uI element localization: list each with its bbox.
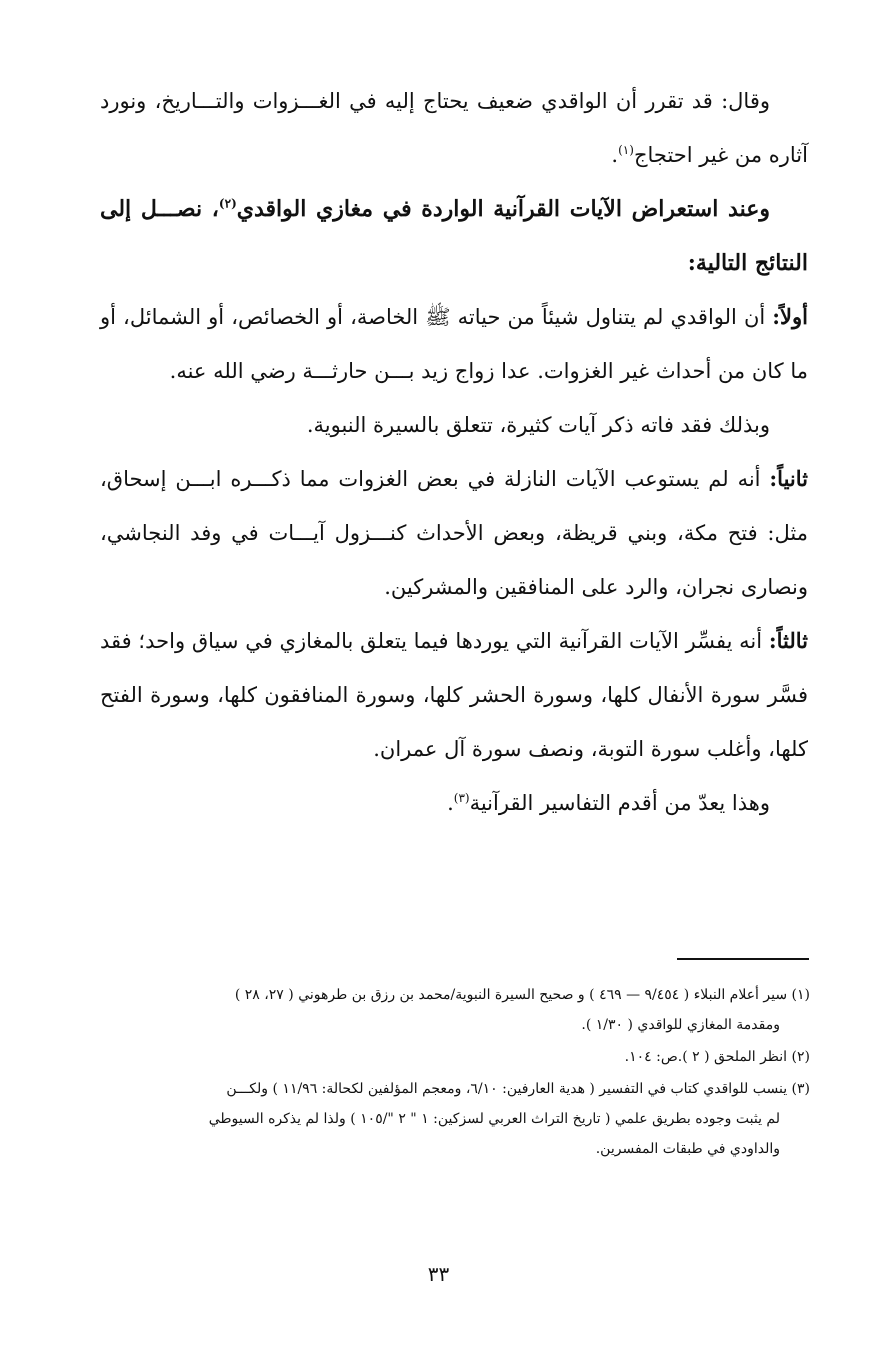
section-intro: وعند استعراض الآيات القرآنية الواردة في مغازي الواقدي$^{(٢)}$، نصـــل إلى النتائج التالية: [100,196,808,276]
footnotes [100,980,810,1166]
main-text [100,74,808,830]
footnote-ref-2[interactable]: (٢) [218,196,237,211]
footnote-3: (٣) ينسب للواقدي كتاب في التفسير ( هدية العارفين: ٦/١٠، ومعجم المؤلفين لكحالة: ١١/٩٦ ) ولكـــن لم يثبت وجوده بطريق علمي ( تاريخ التراث العربي لسزكين: ١ " ٢ "/١٠٥ ) ولذا لم يذكره السيوطي والداودي في طبقات المفسرين. [208,1081,810,1157]
point-first-label: أولاً: [772,304,808,329]
point-third-followup: وهذا يعدّ من أقدم التفاسير القرآنية$^{(٣)}$. [447,791,770,815]
footnote-ref-3[interactable]: (٣) [453,791,470,805]
point-second: ثانياً: أنه لم يستوعب الآيات النازلة في بعض الغزوات مما ذكـــره ابـــن إسحاق، مثل: فتح مكة، وبني قريظة، وبعض الأحداث كنـــزول آيـــات في وفد النجاشي، ونصارى نجران، والرد على المنافقين والمشركين. [100,466,808,599]
point-first: أولاً: أن الواقدي لم يتناول شيئاً من حياته ﷺ الخاصة، أو الخصائص، أو الشمائل، أو ما كان من أحداث غير الغزوات. عدا زواج زيد بـــن حارثـــة رضي الله عنه. [100,304,808,383]
point-third-label: ثالثاً: [768,628,808,653]
paragraph-waqidi-quote: وقال: قد تقرر أن الواقدي ضعيف يحتاج إليه في الغـــزوات والتـــاريخ، ونورد آثاره من غير احتجاج$^{(١)}$. [100,89,808,167]
point-second-label: ثانياً: [769,466,808,491]
page-number: ٣٣ [427,1262,450,1286]
point-third: ثالثاً: أنه يفسِّر الآيات القرآنية التي يوردها فيما يتعلق بالمغازي في سياق واحد؛ فقد فسَّر سورة الأنفال كلها، وسورة الحشر كلها، وسورة المنافقون كلها، وسورة الفتح كلها، وأغلب سورة التوبة، ونصف سورة آل عمران. [100,628,808,761]
footnote-divider [677,958,809,960]
footnote-ref-1[interactable]: (١) [618,143,634,157]
point-first-followup: وبذلك فقد فاته ذكر آيات كثيرة، تتعلق بالسيرة النبوية. [306,413,770,437]
footnote-2: (٢) انظر الملحق ( ٢ ).ص: ١٠٤. [624,1049,810,1065]
footnote-1: (١) سير أعلام النبلاء ( ٩/٤٥٤ — ٤٦٩ ) و صحيح السيرة النبوية/محمد بن رزق بن طرهوني ( ٢٧، ٢٨ ) ومقدمة المغازي للواقدي ( ١/٣٠ ). [234,987,810,1033]
